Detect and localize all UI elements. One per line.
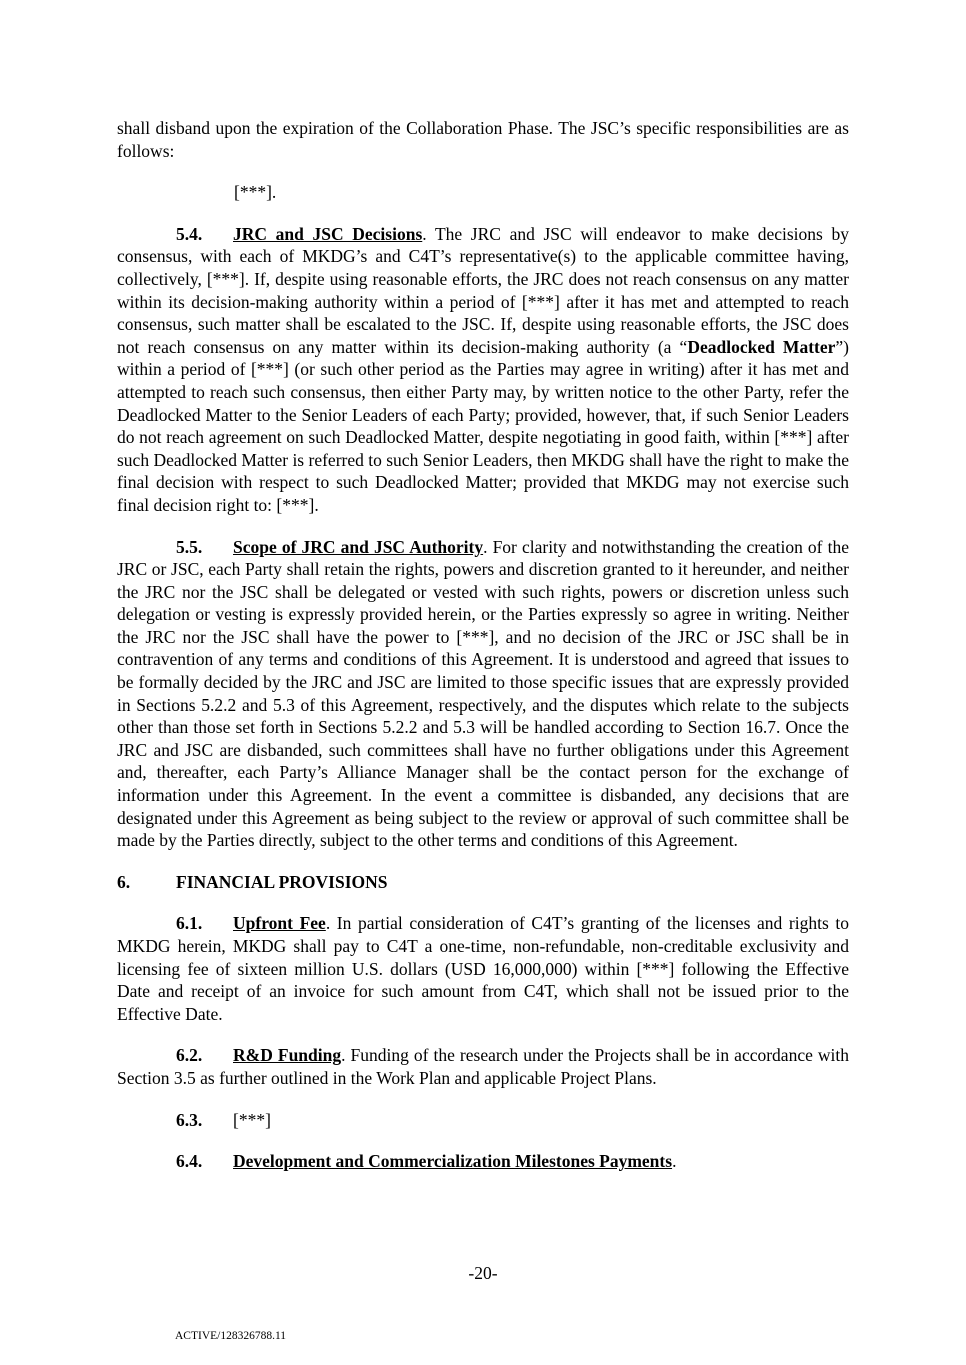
section-heading: Scope of JRC and JSC Authority — [233, 536, 484, 557]
redacted-responsibilities: [***]. — [234, 182, 277, 203]
section-5-5 — [117, 536, 849, 852]
page-number: -20- — [468, 1263, 498, 1283]
document-id: ACTIVE/128326788.11 — [175, 1330, 287, 1342]
section-6-1 — [117, 912, 849, 1025]
section-number: 6.1. — [176, 913, 203, 934]
section-heading: Development and Commercialization Milestones Payments — [233, 1151, 673, 1172]
section-title-text: FINANCIAL PROVISIONS — [176, 871, 388, 892]
defined-term: Deadlocked Matter — [687, 336, 836, 357]
section-number: 6.2. — [176, 1045, 203, 1066]
section-body: . Funding of the research under the Projects shall be in accordance with Section 3.5 as further outlined in the Work Plan and applicable Project Plans. — [117, 1045, 849, 1088]
section-body-part-b: ”) within a period of [***] (or such other period as the Parties may agree in writing) after it has met and attempted to reach such consensus, then either Party may, by written notice to the other Party, refer the Deadlocked Matter to the Senior Leaders of each Party; provided, however, that, if such Senior Leaders do not reach agreement on such Deadlocked Matter, despite negotiating in good faith, within [***] after such Deadlocked Matter is referred to such Senior Leaders, then MKDG shall have the right to make the final decision with respect to such Deadlocked Matter; provided that MKDG may not exercise such final decision right to: [***]. — [117, 336, 849, 515]
intro-paragraph — [117, 117, 849, 162]
section-6-title — [117, 871, 849, 894]
section-number: 6.3. — [176, 1109, 203, 1130]
document-page — [117, 117, 849, 1192]
section-number: 5.4. — [176, 223, 203, 244]
section-5-4 — [117, 223, 849, 517]
section-6-4: 6.4. Development and Commercialization Milestones Payments. — [176, 1151, 677, 1172]
section-number: 6.4. — [176, 1151, 203, 1172]
section-heading: Upfront Fee — [233, 913, 326, 934]
section-6-3 — [117, 1109, 849, 1132]
section-number: 5.5. — [176, 536, 203, 557]
section-number: 6. — [117, 871, 131, 892]
intro-text: shall disband upon the expiration of the Collaboration Phase. The JSC’s specific responsibilities are as follows: — [117, 118, 849, 161]
section-body-part-a: . The JRC and JSC will endeavor to make decisions by consensus, with each of MKDG’s and C4T’s representative(s) to the applicable committee having, collectively, [***]. If, despite using reasonable efforts, the JRC does not reach consensus on any matter within its decision-making authority within a period of [***] after it has met and attempted to reach consensus, such matter shall be escalated to the JSC. If, despite using reasonable efforts, the JSC does not reach consensus on any matter within its decision-making authority (a “ — [117, 223, 849, 357]
section-heading: R&D Funding — [233, 1045, 342, 1066]
section-6-2 — [117, 1044, 849, 1089]
section-body: . In partial consideration of C4T’s granting of the licenses and rights to MKDG herein, MKDG shall pay to C4T a one-time, non-refundable, non-creditable exclusivity and licensing fee of sixteen million U.S. dollars (USD 16,000,000) within [***] following the Effective Date and receipt of an invoice for such amount from C4T, which shall not be issued prior to the Effective Date. — [117, 913, 849, 1024]
section-heading: JRC and JSC Decisions — [233, 223, 423, 244]
section-body: [***] — [233, 1109, 271, 1130]
section-body: . For clarity and notwithstanding the creation of the JRC or JSC, each Party shall retain the rights, powers and discretion granted to it hereunder, and neither the JRC nor the JSC shall be delegated or vested with such rights, powers or discretion unless such delegation or vesting is expressly provided herein, or the Parties expressly so agree in writing. Neither the JRC nor the JSC shall have the power to [***], and no decision of the JRC or JSC shall be in contravention of any terms and conditions of this Agreement. It is understood and agreed that issues to be formally decided by the JRC and JSC are limited to those specific issues that are expressly provided in Sections 5.2.2 and 5.3 of this Agreement, respectively, and the disputes which relate to the subjects other than those set forth in Sections 5.2.2 and 5.3 will be handled according to Section 16.7. Once the JRC and JSC are disbanded, such committees shall have no further obligations under this Agreement and, thereafter, each Party’s Alliance Manager shall be the contact person for the exchange of information under this Agreement. In the event a committee is disbanded, any decisions that are designated under this Agreement as being subject to the review or approval of such committee shall be made by the Parties directly, subject to the other terms and conditions of this Agreement. — [117, 536, 849, 851]
